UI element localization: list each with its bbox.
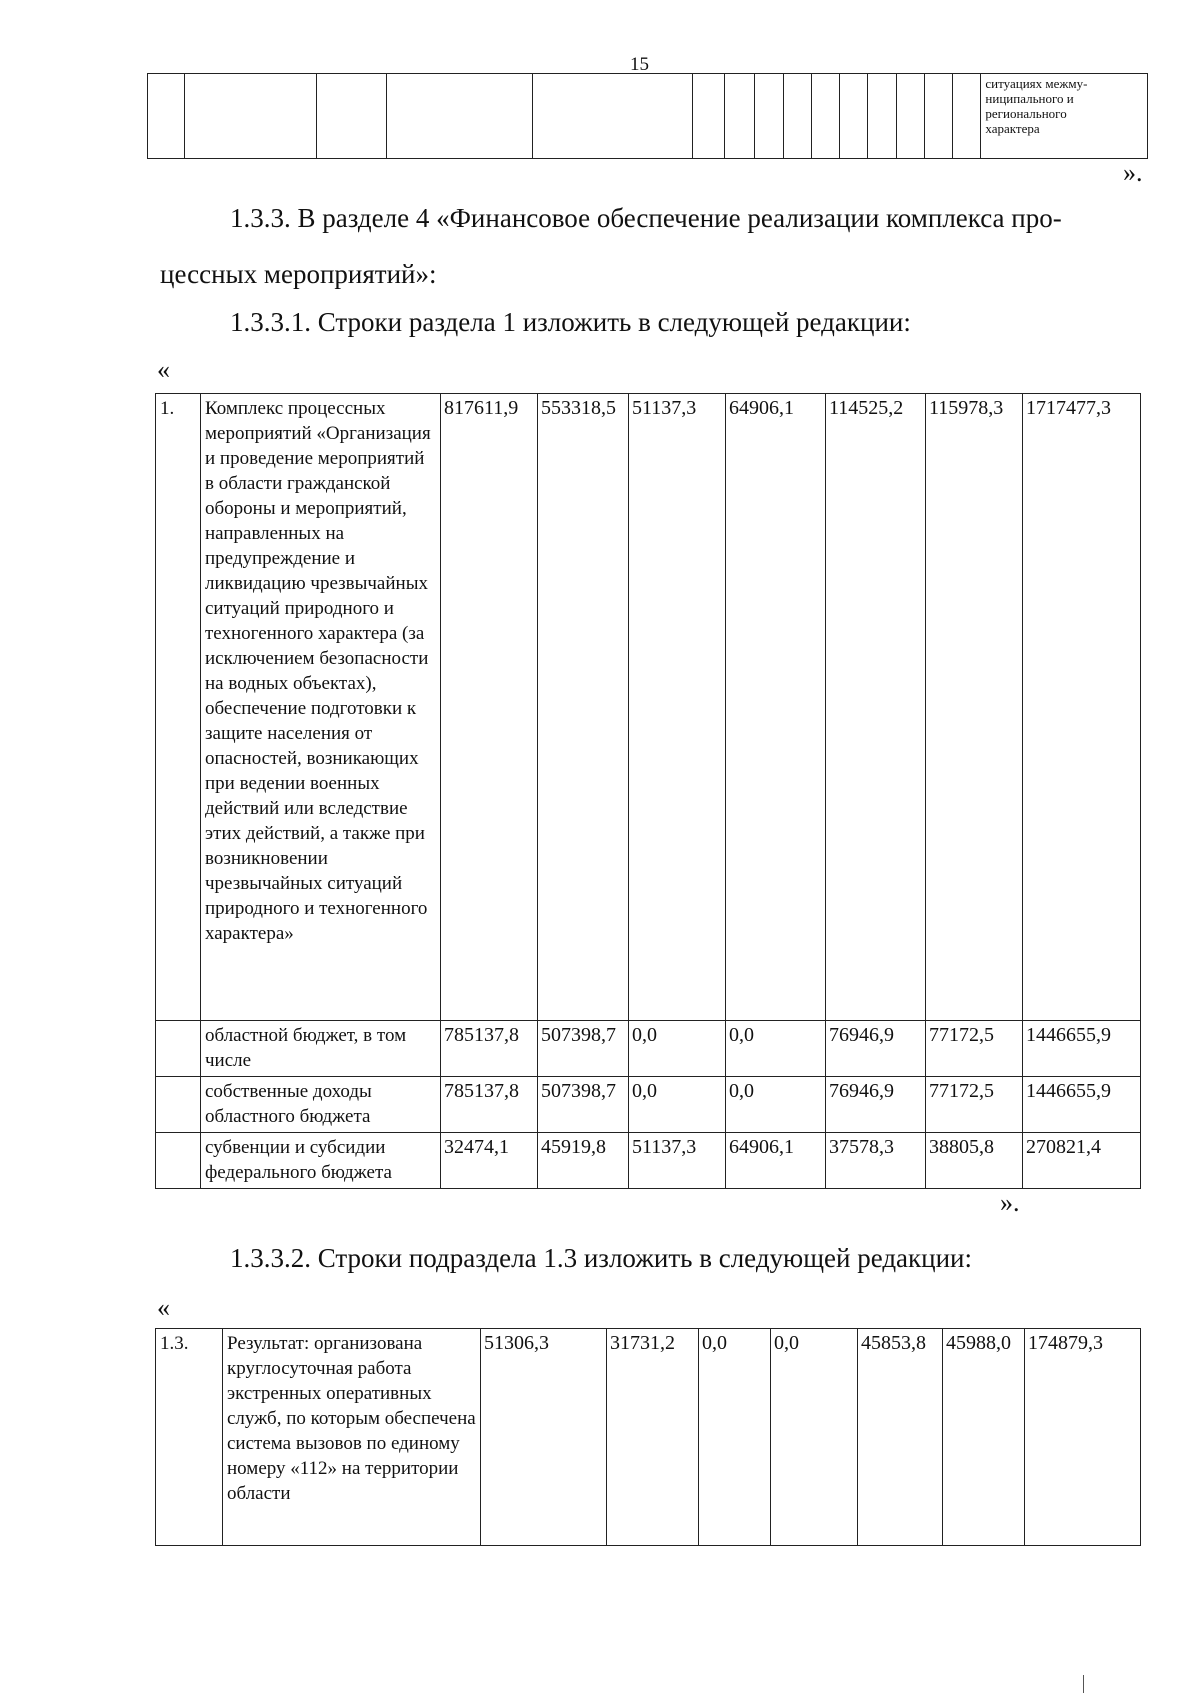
fragment-cell — [533, 74, 692, 159]
value-cell: 0,0 — [726, 1021, 826, 1077]
value-cell: 37578,3 — [826, 1133, 926, 1189]
fragment-cell — [692, 74, 724, 159]
value-cell: 115978,3 — [926, 394, 1023, 1021]
opening-quote: « — [157, 355, 170, 384]
value-cell: 45919,8 — [538, 1133, 629, 1189]
fragment-cell — [148, 74, 185, 159]
table-row — [156, 1021, 1141, 1077]
fragment-last-cell: ситуациях межму- ниципального и регионального характера — [981, 74, 1148, 159]
value-cell: 51306,3 — [481, 1329, 607, 1546]
paragraph-1-3-3: 1.3.3. В разделе 4 «Финансовое обеспечение реализации комплекса про- — [230, 203, 1062, 233]
value-cell: 45988,0 — [943, 1329, 1025, 1546]
value-cell: 51137,3 — [629, 1133, 726, 1189]
table-row — [156, 394, 1141, 1021]
closing-quote: ». — [1123, 158, 1143, 187]
fragment-cell — [725, 74, 755, 159]
value-cell: 64906,1 — [726, 394, 826, 1021]
value-cell: 0,0 — [699, 1329, 771, 1546]
value-cell: 0,0 — [726, 1077, 826, 1133]
value-cell: 785137,8 — [441, 1021, 538, 1077]
value-cell: 507398,7 — [538, 1021, 629, 1077]
fragment-cell — [316, 74, 387, 159]
fragment-cell — [387, 74, 533, 159]
row-number — [156, 1021, 201, 1077]
value-cell: 1717477,3 — [1023, 394, 1141, 1021]
value-cell: 507398,7 — [538, 1077, 629, 1133]
value-cell: 0,0 — [629, 1077, 726, 1133]
fragment-cell — [783, 74, 811, 159]
value-cell: 0,0 — [629, 1021, 726, 1077]
row-name: Результат: организована круглосуточная работа экстренных оперативных служб, по которым обеспечена система вызовов по единому номеру «112» на территории области — [223, 1329, 481, 1546]
row-number — [156, 1133, 201, 1189]
value-cell: 114525,2 — [826, 394, 926, 1021]
row-name: собственные доходы областного бюджета — [201, 1077, 441, 1133]
fragment-cell — [868, 74, 896, 159]
table-row — [156, 1329, 1141, 1546]
fragment-cell — [924, 74, 952, 159]
value-cell: 76946,9 — [826, 1021, 926, 1077]
value-cell: 45853,8 — [858, 1329, 943, 1546]
row-name: областной бюджет, в том числе — [201, 1021, 441, 1077]
fragment-cell — [811, 74, 839, 159]
row-name: Комплекс процессных мероприятий «Организация и проведение мероприятий в области гражданской обороны и мероприятий, направленных на предупреждение и ликвидацию чрезвычайных ситуаций природного и техногенного характера (за исключением безопасности на водных объектах), обеспечение подготовки к защите населения от опасностей, возникающих при ведении военных действий или вследствие этих действий, а также при возникновении чрезвычайных ситуаций природного и техногенного характера» — [201, 394, 441, 1021]
value-cell: 0,0 — [771, 1329, 858, 1546]
opening-quote: « — [157, 1293, 170, 1322]
table-fragment-top — [147, 73, 1148, 159]
row-number: 1. — [156, 394, 201, 1021]
value-cell: 64906,1 — [726, 1133, 826, 1189]
fragment-cell — [953, 74, 981, 159]
fragment-cell — [755, 74, 783, 159]
value-cell: 553318,5 — [538, 394, 629, 1021]
row-number: 1.3. — [156, 1329, 223, 1546]
row-name: субвенции и субсидии федерального бюджета — [201, 1133, 441, 1189]
financing-table-subsection-1-3 — [155, 1328, 1141, 1546]
paragraph-1-3-3-1: 1.3.3.1. Строки раздела 1 изложить в следующей редакции: — [230, 307, 911, 337]
value-cell: 51137,3 — [629, 394, 726, 1021]
value-cell: 174879,3 — [1025, 1329, 1141, 1546]
value-cell: 38805,8 — [926, 1133, 1023, 1189]
closing-quote: ». — [1000, 1188, 1020, 1217]
paragraph-1-3-3-cont: цессных мероприятий»: — [160, 259, 437, 289]
value-cell: 31731,2 — [607, 1329, 699, 1546]
scan-mark — [1083, 1675, 1084, 1693]
paragraph-1-3-3-2: 1.3.3.2. Строки подраздела 1.3 изложить в следующей редакции: — [230, 1243, 973, 1273]
fragment-cell — [840, 74, 868, 159]
fragment-cell — [185, 74, 316, 159]
value-cell: 785137,8 — [441, 1077, 538, 1133]
table-row — [156, 1077, 1141, 1133]
value-cell: 1446655,9 — [1023, 1021, 1141, 1077]
fragment-cell — [896, 74, 924, 159]
value-cell: 270821,4 — [1023, 1133, 1141, 1189]
value-cell: 77172,5 — [926, 1021, 1023, 1077]
value-cell: 1446655,9 — [1023, 1077, 1141, 1133]
page-number: 15 — [630, 54, 649, 75]
financing-table-section-1 — [155, 393, 1141, 1189]
table-row — [156, 1133, 1141, 1189]
value-cell: 32474,1 — [441, 1133, 538, 1189]
row-number — [156, 1077, 201, 1133]
value-cell: 817611,9 — [441, 394, 538, 1021]
value-cell: 76946,9 — [826, 1077, 926, 1133]
value-cell: 77172,5 — [926, 1077, 1023, 1133]
